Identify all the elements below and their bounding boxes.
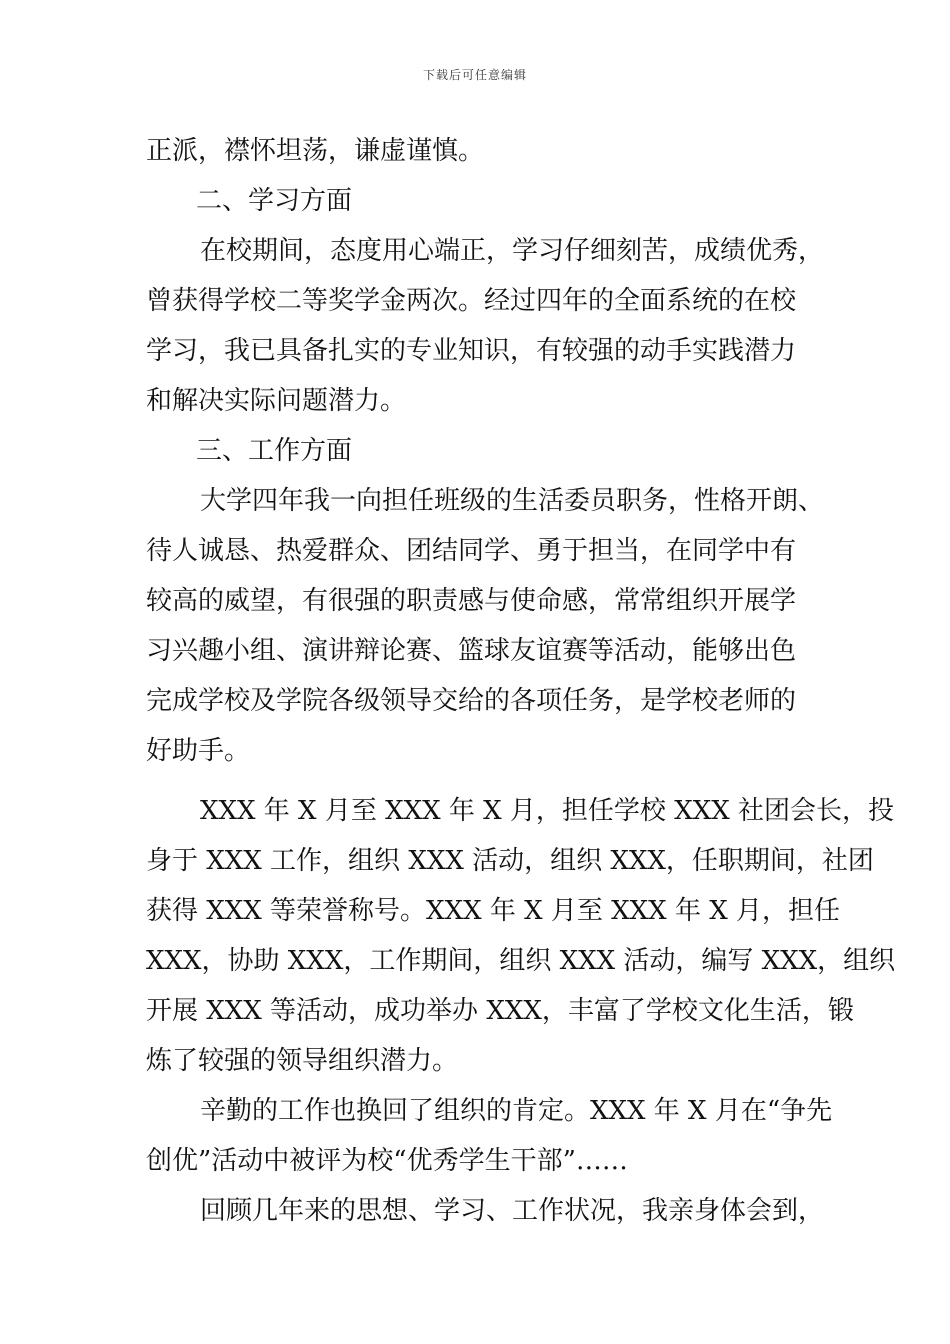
body-line: 创优”活动中被评为校“优秀学生干部”…… [146,1146,628,1176]
document-body [146,126,896,1236]
paragraph-gap [146,776,826,786]
body-line: XXX，协助 XXX，工作期间，组织 XXX 活动，编写 XXX，组织 [146,946,896,976]
body-line: 较高的威望，有很强的职责感与使命感，常常组织开展学 [146,586,797,616]
body-line: 开展 XXX 等活动，成功举办 XXX，丰富了学校文化生活，锻 [146,996,854,1026]
body-line: 好助手。 [146,736,251,766]
body-line: 待人诚恳、热爱群众、团结同学、勇于担当，在同学中有 [146,536,797,566]
body-line: 和解决实际问题潜力。 [146,386,407,416]
body-line: 大学四年我一向担任班级的生活委员职务，性格开朗、 [200,486,825,516]
body-line: 身于 XXX 工作，组织 XXX 活动，组织 XXX，任职期间，社团 [146,846,874,876]
body-line: 辛勤的工作也换回了组织的肯定。XXX 年 X 月在“争先 [200,1096,833,1126]
section-heading-work: 三、工作方面 [196,436,353,466]
body-line: 完成学校及学院各级领导交给的各项任务，是学校老师的 [146,686,797,716]
body-line: 学习，我已具备扎实的专业知识，有较强的动手实践潜力 [146,336,797,366]
section-heading-study: 二、学习方面 [196,186,353,216]
body-line: 炼了较强的领导组织潜力。 [146,1046,459,1076]
body-line: 习兴趣小组、演讲辩论赛、篮球友谊赛等活动，能够出色 [146,636,797,666]
body-line: XXX 年 X 月至 XXX 年 X 月，担任学校 XXX 社团会长，投 [200,796,894,826]
body-line: 回顾几年来的思想、学习、工作状况，我亲身体会到， [200,1196,825,1226]
body-line: 在校期间，态度用心端正，学习仔细刻苦，成绩优秀， [200,236,825,266]
body-line: 获得 XXX 等荣誉称号。XXX 年 X 月至 XXX 年 X 月，担任 [146,896,840,926]
page-header-note: 下载后可任意编辑 [422,68,527,82]
body-line: 正派，襟怀坦荡，谦虚谨慎。 [146,136,485,166]
body-line: 曾获得学校二等奖学金两次。经过四年的全面系统的在校 [146,286,797,316]
